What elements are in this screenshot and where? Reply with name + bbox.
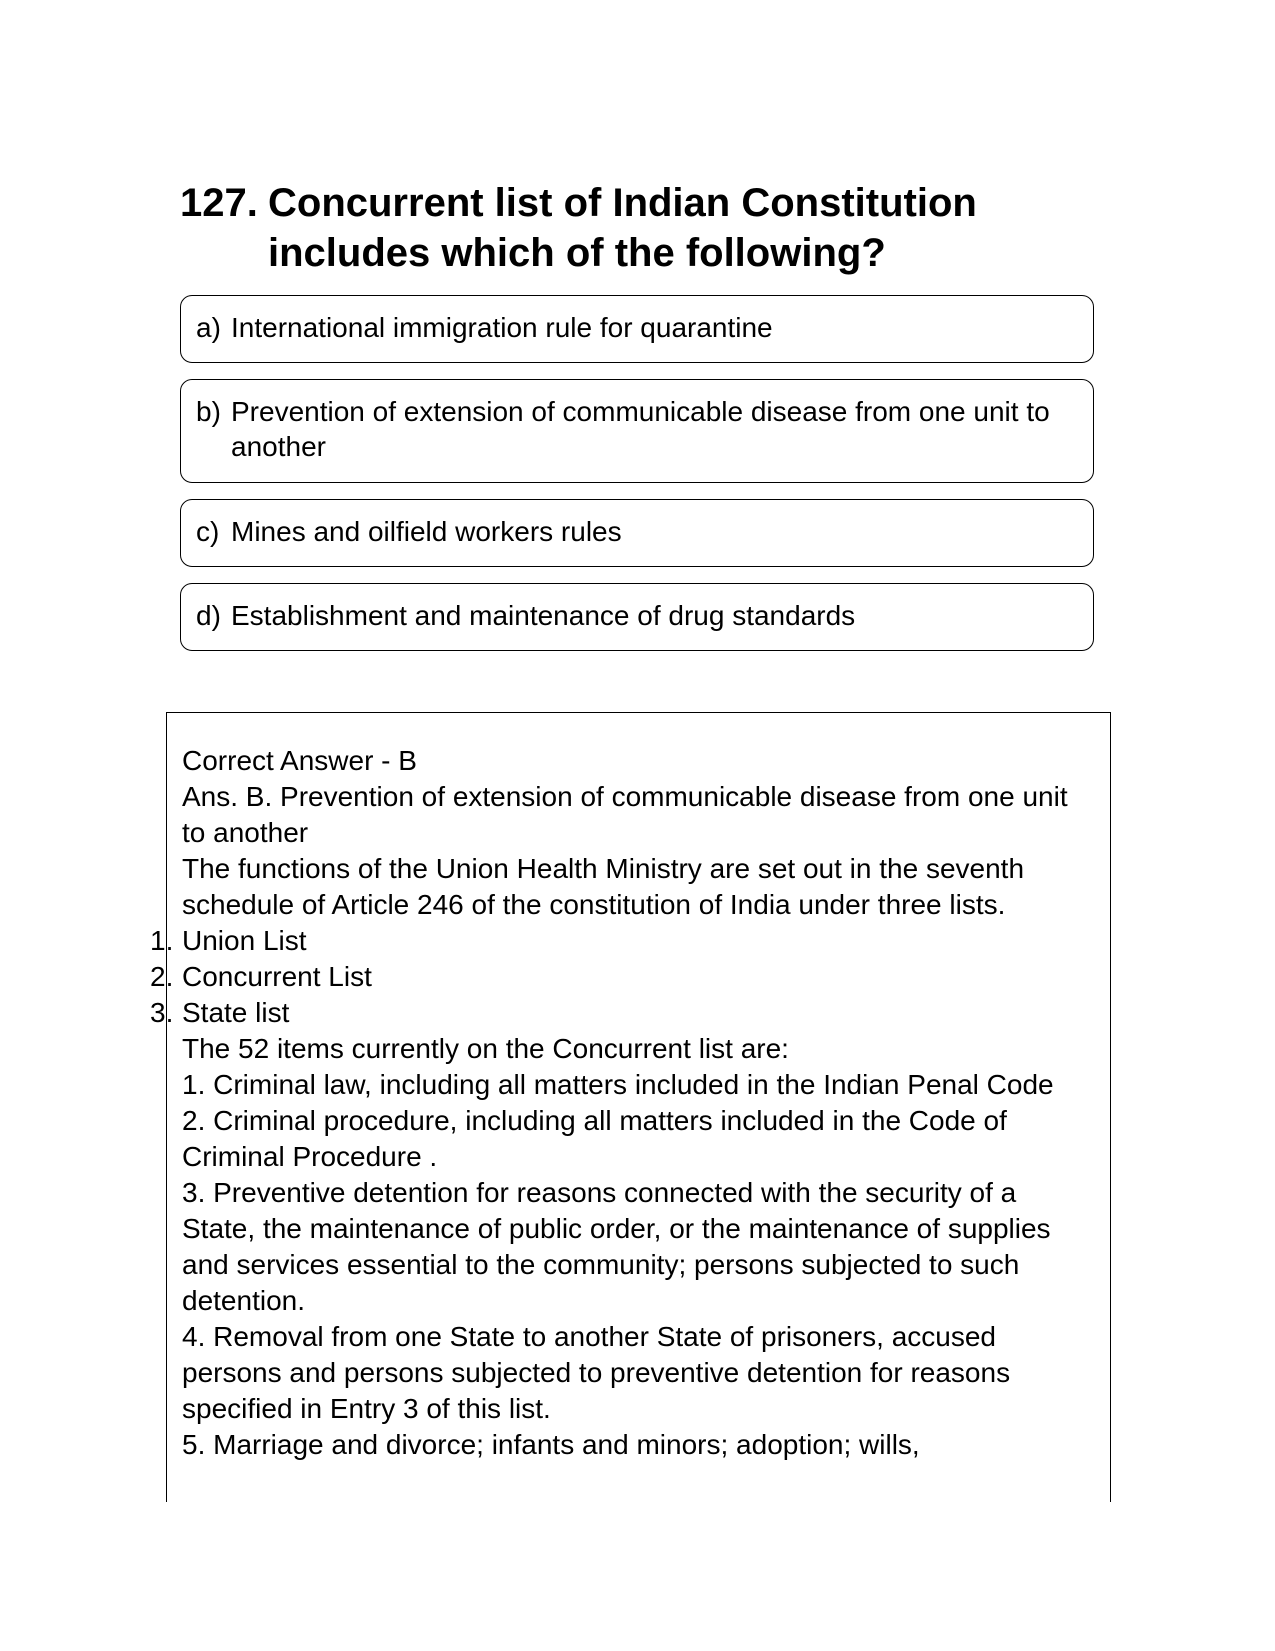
concurrent-item-5: 5. Marriage and divorce; infants and minors; adoption; wills, <box>182 1429 920 1460</box>
list-item-text: State list <box>182 997 290 1028</box>
answer-explanation-box <box>150 712 1111 1502</box>
question-text: Concurrent list of Indian Constitution includes which of the following? <box>268 181 977 275</box>
option-d[interactable] <box>180 583 1094 651</box>
list-item-concurrent <box>150 959 1096 995</box>
question-heading <box>180 178 1080 278</box>
option-text: International immigration rule for quarantine <box>231 312 773 343</box>
list-item-text: Concurrent List <box>182 961 372 992</box>
option-text: Prevention of extension of communicable disease from one unit to another <box>231 396 1050 462</box>
answer-line: Ans. B. Prevention of extension of communicable disease from one unit to another <box>182 781 1068 848</box>
correct-answer: Correct Answer - B <box>182 745 417 776</box>
list-marker: 3. <box>150 997 174 1028</box>
list-item-text: Union List <box>182 925 307 956</box>
question-number: 127. <box>180 181 258 225</box>
concurrent-item-2: 2. Criminal procedure, including all matters included in the Code of Criminal Procedure . <box>182 1105 1007 1172</box>
option-b[interactable] <box>180 379 1094 483</box>
list-marker: 2. <box>150 961 174 992</box>
option-letter: c) <box>196 516 220 547</box>
option-letter: b) <box>196 396 221 427</box>
list-item-state <box>150 995 1096 1031</box>
option-text: Establishment and maintenance of drug standards <box>231 600 856 631</box>
list-item-union <box>150 923 1096 959</box>
concurrent-item-4: 4. Removal from one State to another State of prisoners, accused persons and persons subjected to preventive detention for reasons specified in Entry 3 of this list. <box>182 1321 1011 1424</box>
option-text: Mines and oilfield workers rules <box>231 516 622 547</box>
option-a[interactable] <box>180 295 1094 363</box>
option-c[interactable] <box>180 499 1094 567</box>
option-letter: a) <box>196 312 221 343</box>
items-heading: The 52 items currently on the Concurrent list are: <box>182 1033 789 1064</box>
concurrent-item-3: 3. Preventive detention for reasons connected with the security of a State, the maintenance of public order, or the maintenance of supplies and services essential to the community; persons subjected to such detention. <box>182 1177 1051 1316</box>
explanation-intro: The functions of the Union Health Ministry are set out in the seventh schedule of Article 246 of the constitution of India under three lists. <box>182 853 1025 920</box>
option-letter: d) <box>196 600 221 631</box>
list-marker: 1. <box>150 925 174 956</box>
concurrent-item-1: 1. Criminal law, including all matters included in the Indian Penal Code <box>182 1069 1054 1100</box>
